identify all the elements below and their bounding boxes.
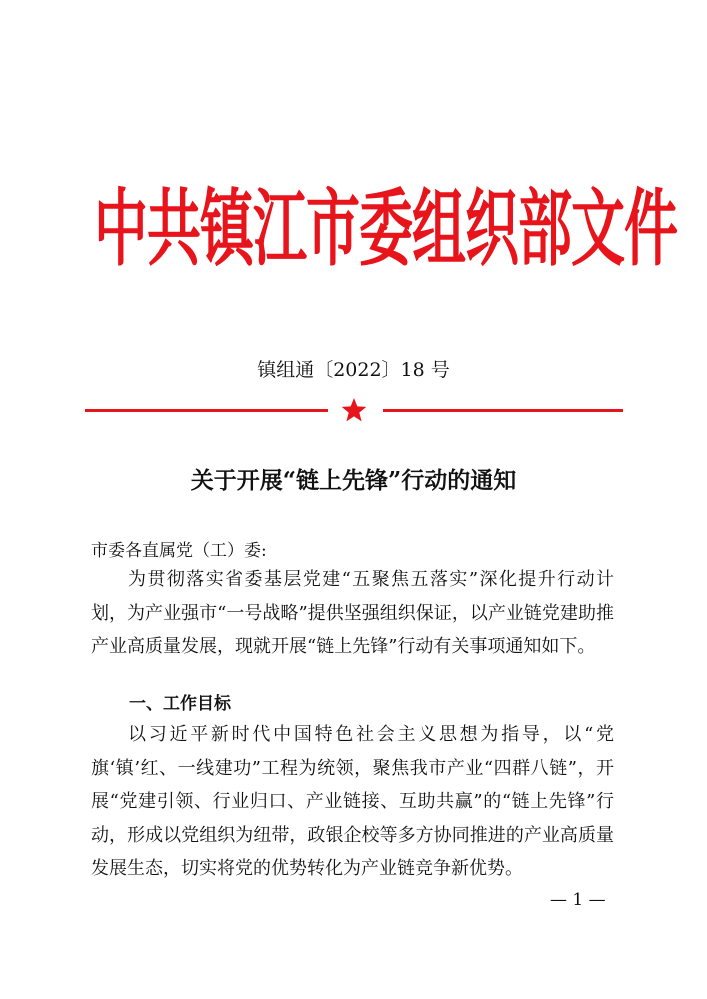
page-number: — 1 — — [550, 890, 606, 910]
document-header-title: 中共镇江市委组织部文件 — [94, 178, 677, 278]
red-rule-left — [85, 409, 328, 412]
intro-paragraph: 为贯彻落实省委基层党建“五聚焦五落实”深化提升行动计划，为产业强市“一号战略”提供坚强组织保证，以产业链党建助推产业高质量发展，现就开展“链上先锋”行动有关事项通知如下。 — [91, 569, 614, 657]
addressee: 市委各直属党（工）委: — [91, 541, 267, 561]
document-number: 镇组通〔2022〕18 号 — [257, 359, 450, 381]
section-heading: 一、工作目标 — [129, 694, 231, 714]
document-title: 关于开展“链上先锋”行动的通知 — [190, 467, 517, 494]
star-icon — [340, 396, 368, 424]
section-paragraph: 以习近平新时代中国特色社会主义思想为指导，以“党旗‘镇’红、一线建功”工程为统领，聚焦我市产业“四群八链”，开展“党建引领、行业归口、产业链接、互助共赢”的“链上先锋”行动，形成以党组织为纽带，政银企校等多方协同推进的产业高质量发展生态，切实将党的优势转化为产业链竞争新优势。 — [91, 724, 614, 879]
red-rule-right — [383, 409, 623, 412]
